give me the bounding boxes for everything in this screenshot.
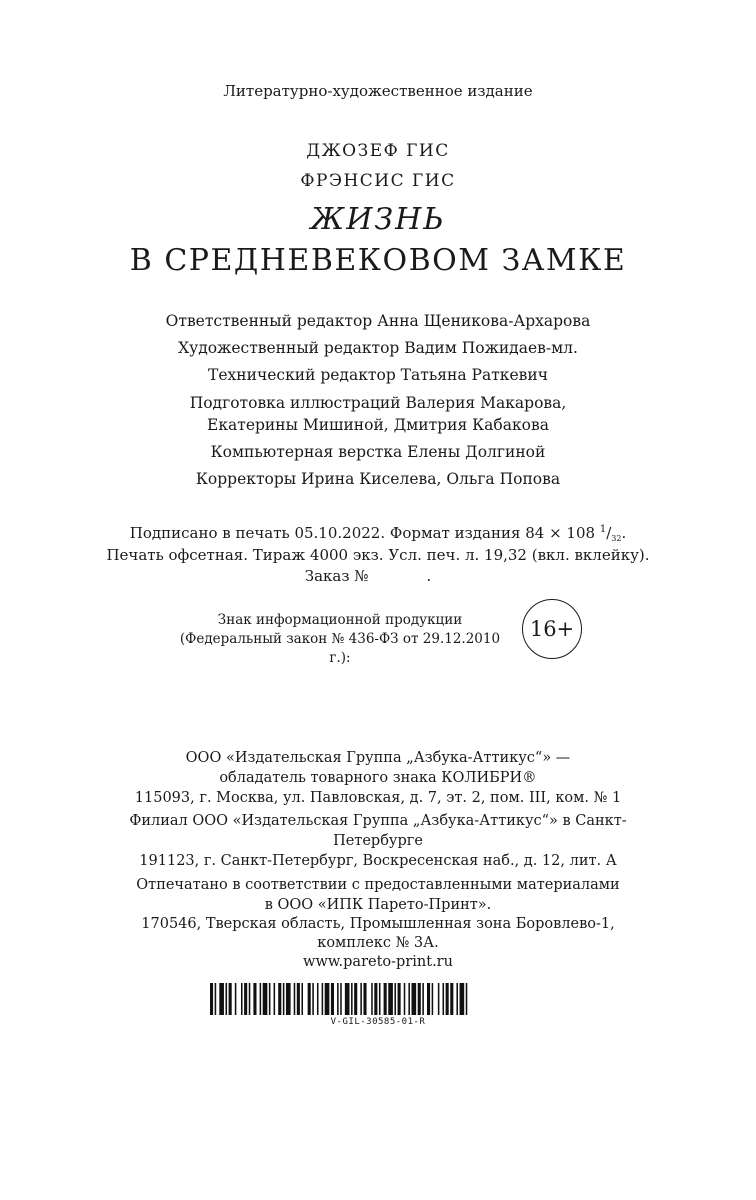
barcode-bar [371, 983, 373, 1015]
barcode-bar [263, 983, 268, 1015]
barcode-bar [308, 983, 311, 1015]
barcode-bar [427, 983, 430, 1015]
barcode-bar [294, 983, 296, 1015]
barcode-bar [301, 983, 303, 1015]
barcode-bar [374, 983, 377, 1015]
barcode-bar [260, 983, 262, 1015]
barcode-bar [229, 983, 232, 1015]
credit-line: Корректоры Ирина Киселева, Ольга Попова [195, 470, 561, 488]
publisher-line: 115093, г. Москва, ул. Павловская, д. 7, эт. 2, пом. III, ком. № 1 [134, 790, 622, 806]
barcode-bar [354, 983, 357, 1015]
edition-type: Литературно-художественное издание [223, 82, 533, 100]
barcode [210, 983, 542, 1015]
barcode-bar [325, 983, 330, 1015]
barcode-bar [226, 983, 228, 1015]
barcode-bar [384, 983, 387, 1015]
credit-line: Технический редактор Татьяна Раткевич [208, 366, 548, 384]
barcode-bar [210, 983, 213, 1015]
barcode-bar [438, 983, 440, 1015]
printer-website: www.pareto-print.ru [303, 954, 453, 970]
branch-line: Филиал ООО «Издательская Группа „Азбука-Аттикус“» в Санкт- [129, 813, 627, 829]
barcode-bar [274, 983, 276, 1015]
order-number: Заказ № . [304, 567, 432, 585]
book-title-line-2: В СРЕДНЕВЕКОВОМ ЗАМКЕ [129, 243, 627, 278]
print-info-line-2: Печать офсетная. Тираж 4000 экз. Усл. печ. л. 19,32 (вкл. вклейку). [106, 546, 650, 564]
barcode-bar [345, 983, 350, 1015]
printer-line: в ООО «ИПК Парето-Принт». [264, 897, 492, 913]
credit-line: Компьютерная верстка Елены Долгиной [210, 443, 546, 461]
barcode-bar [360, 983, 362, 1015]
barcode-id: V-GIL-30585-01-R [330, 1017, 426, 1027]
publisher-line: ООО «Издательская Группа „Азбука-Аттикус“» — [185, 750, 571, 766]
barcode-bar [456, 983, 458, 1015]
barcode-bar [331, 983, 334, 1015]
info-sign-text [170, 611, 510, 668]
barcode-bar [317, 983, 319, 1015]
printer-line: 170546, Тверская область, Промышленная зона Боровлево-1, [141, 916, 615, 932]
barcode-bar [404, 983, 406, 1015]
barcode-bar [340, 983, 342, 1015]
author-1: ДЖОЗЕФ ГИС [306, 141, 450, 161]
barcode-bar [219, 983, 224, 1015]
barcode-bar [398, 983, 401, 1015]
branch-line: Петербурге [333, 833, 423, 849]
credit-line: Ответственный редактор Анна Щеникова-Архарова [165, 312, 591, 330]
barcode-bar [394, 983, 396, 1015]
info-sign-line-2: (Федеральный закон № 436-ФЗ от 29.12.2010 г.): [179, 631, 501, 666]
barcode-bar [286, 983, 291, 1015]
barcode-bar [379, 983, 381, 1015]
credit-line: Подготовка иллюстраций Валерия Макарова, [189, 394, 567, 412]
publisher-line: обладатель товарного знака КОЛИБРИ® [219, 770, 537, 786]
barcode-bar [446, 983, 449, 1015]
barcode-bar [253, 983, 256, 1015]
book-title-line-1: ЖИЗНЬ [310, 202, 446, 237]
printer-line: Отпечатано в соответствии с предоставленными материалами [136, 877, 620, 893]
barcode-bar [283, 983, 285, 1015]
barcode-bar [422, 983, 424, 1015]
barcode-bar [322, 983, 324, 1015]
info-sign-line-1: Знак информационной продукции [217, 612, 463, 628]
barcode-bar [443, 983, 445, 1015]
branch-line: 191123, г. Санкт-Петербург, Воскресенская наб., д. 12, лит. А [139, 853, 617, 869]
barcode-bar [450, 983, 453, 1015]
barcode-bar [249, 983, 251, 1015]
barcode-bar [460, 983, 465, 1015]
credit-line: Екатерины Мишиной, Дмитрия Кабакова [207, 416, 549, 434]
barcode-bar [312, 983, 314, 1015]
barcode-bar [418, 983, 421, 1015]
author-2: ФРЭНСИС ГИС [300, 171, 456, 191]
barcode-bar [408, 983, 410, 1015]
age-rating-badge: 16+ [522, 599, 582, 659]
barcode-bar [244, 983, 247, 1015]
barcode-bar [241, 983, 243, 1015]
print-info-line-1: Подписано в печать 05.10.2022. Формат издания 84 × 108 $^1/_{32}$. [129, 524, 627, 543]
barcode-bar [351, 983, 353, 1015]
barcode-bar [337, 983, 339, 1015]
credit-line: Художественный редактор Вадим Пожидаев-мл. [178, 339, 578, 357]
barcode-bar [412, 983, 417, 1015]
barcode-bar [235, 983, 237, 1015]
barcode-bar [297, 983, 300, 1015]
barcode-bar [278, 983, 281, 1015]
printer-line: комплекс № 3А. [317, 935, 439, 951]
barcode-bar [388, 983, 393, 1015]
barcode-bar [466, 983, 468, 1015]
barcode-bar [269, 983, 271, 1015]
barcode-bar [432, 983, 434, 1015]
barcode-bar [363, 983, 366, 1015]
barcode-bar [215, 983, 217, 1015]
